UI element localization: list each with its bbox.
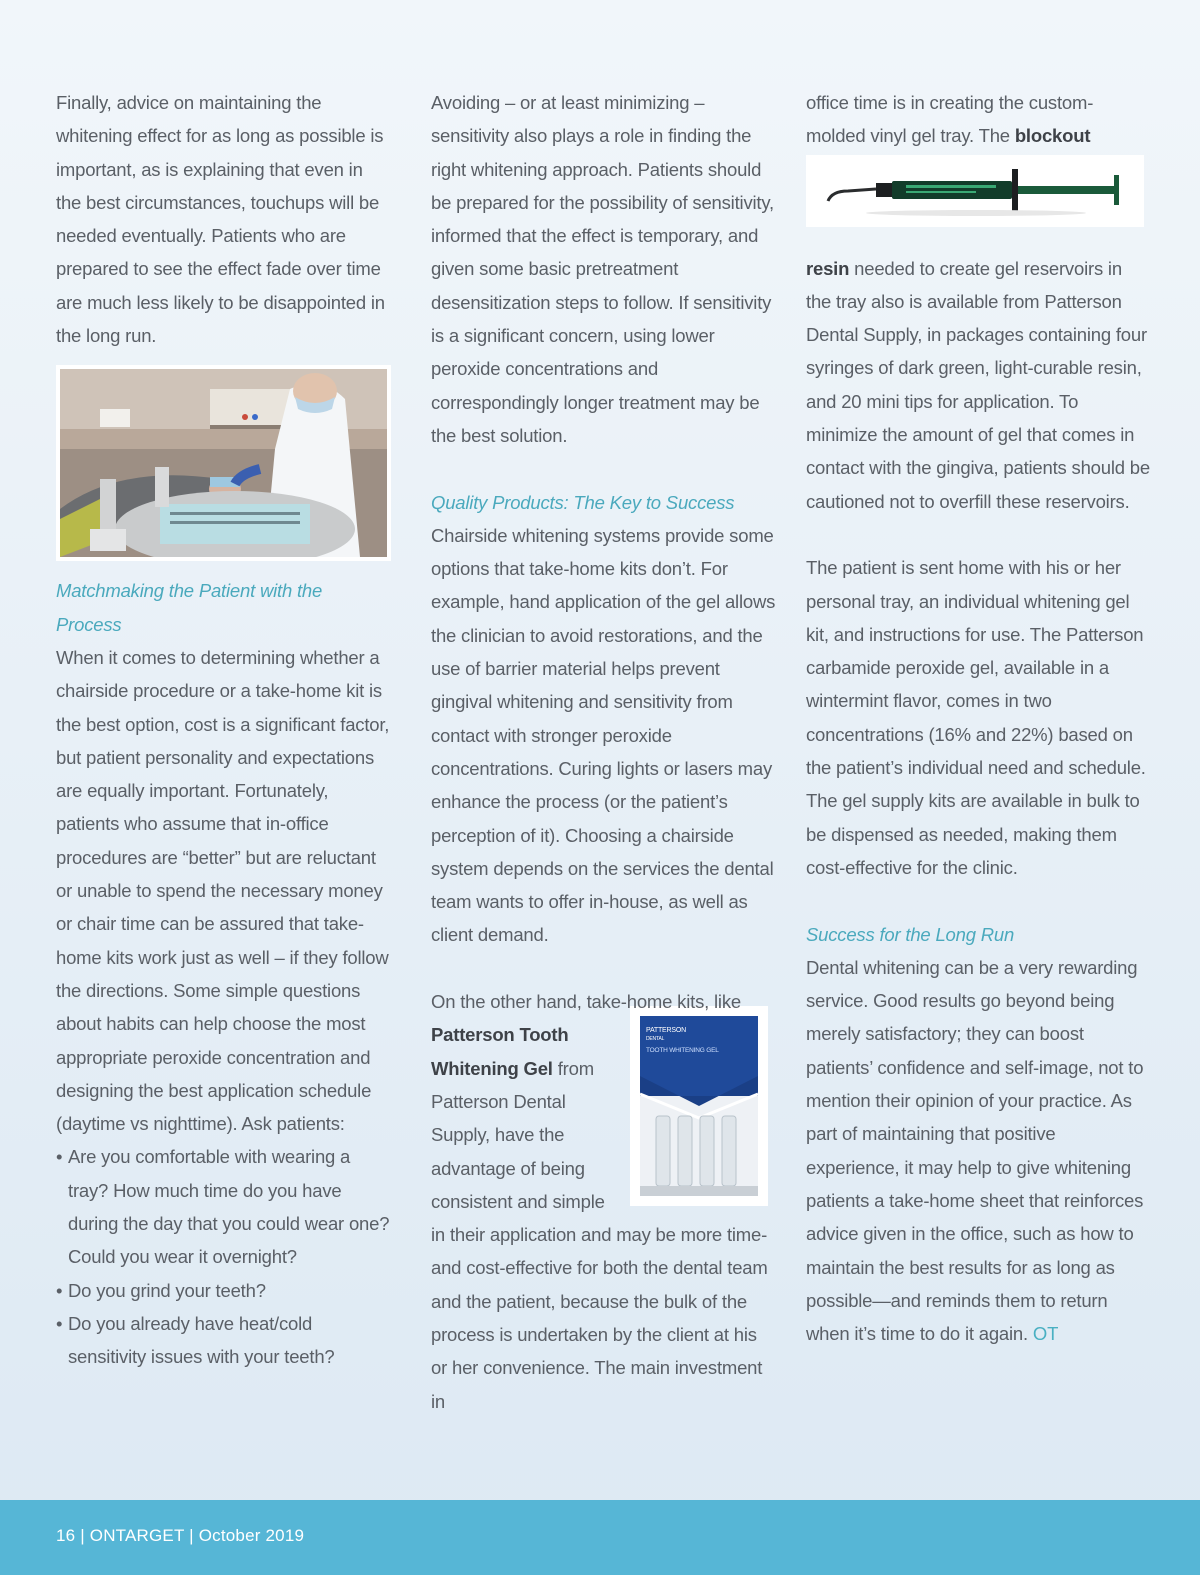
dental-chair-illustration [60,369,387,557]
paragraph-home-kit: The patient is sent home with his or her personal tray, an individual whitening gel kit, and instructions for use. The Patterson carbamide peroxide gel, available in a wintermint flavor, comes in two concentrations (16% and 22%) based on the patient’s individual need and schedule. The gel supply kits are available in bulk to be dispensed as needed, making them cost-effective for the clinic. [806,557,1146,878]
text-run: from Patterson Dental Supply, have the advantage of being consistent and simple in their application and may be more time- and cost-effective for both the dental team and the patient, because the bulk of the process is undertaken by the client at his or her convenience. The main investment in [431,1057,768,1412]
heading-quality-products: Quality Products: The Key to Success [431,491,735,513]
text-run: Dental whitening can be a very rewarding service. Good results go beyond being merely satisfactory; they can boost patients’ confidence and self-image, not to mention their opinion of your practice. As part of maintaining that positive experience, it may help to give whitening patients a take-home sheet that reinforces advice given in the office, such as how to maintain the best results for as long as possible—and reminds them to return when it’s time to do it again. [806,956,1144,1345]
whitening-gel-box-photo [630,1006,768,1206]
paragraph-spacer [431,952,776,985]
list-item [56,1307,391,1374]
bullet-dot-icon: • [56,1279,63,1301]
paragraph-maintenance-advice: Finally, advice on maintaining the whitening effect for as long as possible is important, as is explaining that even in the best circumstances, touchups will be needed eventually. Patients who are prepared to see the effect fade over time are much less likely to be disappointed in the long run. [56,92,385,347]
text-run: needed to create gel reservoirs in the tray also is available from Patterson Dental Supply, in packages containing four syringes of dark green, light-curable resin, and 20 mini tips for application. To minimize the amount of gel that comes in contact with the gingiva, patients should be cautioned not to overfill these reservoirs. [806,257,1150,512]
gel-box-label: TOOTH WHITENING GEL [646,1047,719,1055]
text-run: On the other hand, take-home kits, like [431,991,741,1013]
paragraph-sensitivity: Avoiding – or at least minimizing – sensitivity also plays a role in finding the right whitening approach. Patients should be prepared for the possibility of sensitivity, informed that the effect is temporary, and given some basic pretreatment desensitization steps to follow. If sensitivity is a significant concern, using lower peroxide concentrations and correspondingly longer treatment may be the best solution. [431,92,774,446]
article-column-3 [806,86,1151,1350]
bullet-dot-icon: • [56,1146,63,1168]
list-item [56,1140,391,1273]
article-column-1 [56,86,391,1374]
dental-chair-photo [56,365,391,561]
article-column-2 [431,86,776,1418]
paragraph-spacer [806,518,1151,551]
gel-box-brand-sub: DENTAL [646,1036,665,1043]
whitening-gel-package-illustration [630,1006,768,1206]
product-name-blockout: blockout [1014,125,1091,147]
paragraph-takehome-kits [431,985,776,1418]
heading-matchmaking: Matchmaking the Patient with the Process [56,580,323,635]
list-item [56,1274,391,1307]
patient-question-list [56,1140,391,1373]
paragraph-blockout-resin-intro [806,86,1151,153]
list-item-text: Are you comfortable with wearing a tray? How much time do you have during the day that you could wear one? Could you wear it overnight? [68,1146,390,1268]
paragraph-spacer [806,884,1151,917]
heading-success-long-run: Success for the Long Run [806,923,1015,945]
syringe-illustration [806,155,1144,227]
paragraph-blockout-resin [806,252,1151,518]
paragraph-rewarding-service [806,951,1151,1351]
gel-box-brand: PATTERSON [646,1027,686,1035]
paragraph-chairside-systems: Chairside whitening systems provide some options that take-home kits don’t. For example, hand application of the gel allows the clinician to avoid restorations, and the use of barrier material helps prevent gingival whitening and sensitivity from contact with stronger peroxide concentrations. Curing lights or lasers may enhance the process (or the patient’s perception of it). Choosing a chairside system depends on the services the dental team wants to offer in-house, as well as client demand. [431,524,776,946]
product-name-whitening-gel: Patterson Tooth Whitening Gel [431,1024,569,1079]
bullet-dot-icon: • [56,1312,63,1334]
page-footer [0,1500,1200,1575]
list-item-text: Do you already have heat/cold sensitivity issues with your teeth? [68,1312,335,1368]
blockout-resin-syringe-photo [806,155,1144,227]
end-mark-ot: OT [1032,1323,1059,1345]
footer-folio: 16 | ONTARGET | October 2019 [56,1526,305,1545]
paragraph-chairside-vs-takehome: When it comes to determining whether a chairside procedure or a take-home kit is the best option, cost is a significant factor, but patient personality and expectations are equally important. Fortunately, patients who assume that in-office procedures are “better” but are reluctant or unable to spend the necessary money or chair time can be assured that take-home kits work just as well – if they follow the directions. Some simple questions about habits can help choose the most appropriate peroxide concentration and designing the best application schedule (daytime vs nighttime). Ask patients: [56,646,390,1135]
list-item-text: Do you grind your teeth? [68,1279,266,1301]
product-name-resin: resin [806,257,850,279]
text-run: office time is in creating the custom-molded vinyl gel tray. The [806,92,1094,147]
paragraph-spacer [431,452,776,485]
